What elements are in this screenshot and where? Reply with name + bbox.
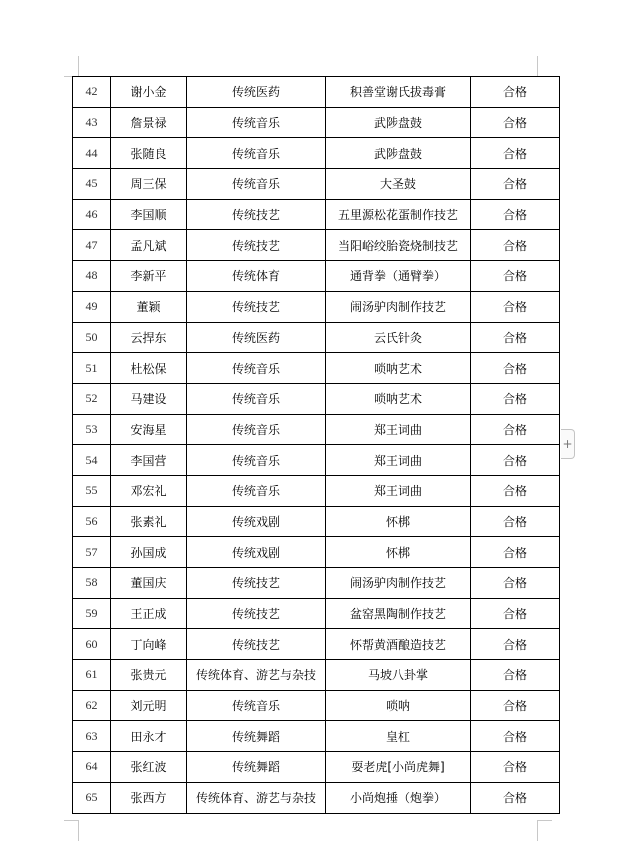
- category-cell: 传统技艺: [187, 568, 326, 599]
- result-cell: 合格: [471, 475, 560, 506]
- project-cell: 怀梆: [326, 506, 471, 537]
- category-cell: 传统体育、游艺与杂技: [187, 660, 326, 691]
- table-row: [73, 199, 560, 230]
- result-cell: 合格: [471, 414, 560, 445]
- table-row: [73, 475, 560, 506]
- row-number-cell: 44: [73, 138, 111, 169]
- project-cell: 云氏针灸: [326, 322, 471, 353]
- project-cell: 积善堂谢氏拔毒膏: [326, 77, 471, 108]
- category-cell: 传统音乐: [187, 690, 326, 721]
- row-number-cell: 48: [73, 261, 111, 292]
- project-cell: 武陟盘鼓: [326, 107, 471, 138]
- name-cell: 董国庆: [111, 568, 187, 599]
- project-cell: 唢呐: [326, 690, 471, 721]
- name-cell: 田永才: [111, 721, 187, 752]
- row-number-cell: 46: [73, 199, 111, 230]
- table-row: [73, 230, 560, 261]
- result-cell: 合格: [471, 660, 560, 691]
- table-body: [73, 77, 560, 814]
- row-number-cell: 43: [73, 107, 111, 138]
- result-cell: 合格: [471, 690, 560, 721]
- project-cell: 大圣鼓: [326, 169, 471, 200]
- inheritor-assessment-table: [72, 76, 560, 814]
- name-cell: 董颖: [111, 291, 187, 322]
- name-cell: 李国营: [111, 445, 187, 476]
- project-cell: 郑王词曲: [326, 475, 471, 506]
- project-cell: 通背拳（通臂拳）: [326, 261, 471, 292]
- name-cell: 邓宏礼: [111, 475, 187, 506]
- result-cell: 合格: [471, 353, 560, 384]
- name-cell: 云捍东: [111, 322, 187, 353]
- result-cell: 合格: [471, 445, 560, 476]
- table-row: [73, 291, 560, 322]
- row-number-cell: 62: [73, 690, 111, 721]
- name-cell: 李国顺: [111, 199, 187, 230]
- category-cell: 传统音乐: [187, 475, 326, 506]
- table-row: [73, 414, 560, 445]
- result-cell: 合格: [471, 568, 560, 599]
- table-row: [73, 353, 560, 384]
- result-cell: 合格: [471, 107, 560, 138]
- result-cell: 合格: [471, 322, 560, 353]
- name-cell: 张随良: [111, 138, 187, 169]
- category-cell: 传统舞蹈: [187, 721, 326, 752]
- project-cell: 怀梆: [326, 537, 471, 568]
- category-cell: 传统戏剧: [187, 537, 326, 568]
- category-cell: 传统体育、游艺与杂技: [187, 782, 326, 813]
- category-cell: 传统戏剧: [187, 506, 326, 537]
- table-row: [73, 782, 560, 813]
- category-cell: 传统技艺: [187, 598, 326, 629]
- row-number-cell: 65: [73, 782, 111, 813]
- table-row: [73, 721, 560, 752]
- plus-icon: +: [562, 437, 573, 451]
- name-cell: 马建设: [111, 383, 187, 414]
- row-number-cell: 51: [73, 353, 111, 384]
- table-row: [73, 107, 560, 138]
- row-number-cell: 63: [73, 721, 111, 752]
- project-cell: 小尚炮捶（炮拳）: [326, 782, 471, 813]
- table-row: [73, 690, 560, 721]
- crop-mark-bottom-left: [64, 820, 79, 841]
- name-cell: 丁向峰: [111, 629, 187, 660]
- category-cell: 传统医药: [187, 77, 326, 108]
- category-cell: 传统技艺: [187, 230, 326, 261]
- table-row: [73, 568, 560, 599]
- name-cell: 张西方: [111, 782, 187, 813]
- category-cell: 传统技艺: [187, 291, 326, 322]
- result-cell: 合格: [471, 230, 560, 261]
- category-cell: 传统体育: [187, 261, 326, 292]
- result-cell: 合格: [471, 629, 560, 660]
- project-cell: 皇杠: [326, 721, 471, 752]
- name-cell: 谢小金: [111, 77, 187, 108]
- project-cell: 唢呐艺术: [326, 353, 471, 384]
- project-cell: 怀帮黄酒酿造技艺: [326, 629, 471, 660]
- row-number-cell: 45: [73, 169, 111, 200]
- table-row: [73, 261, 560, 292]
- row-number-cell: 49: [73, 291, 111, 322]
- category-cell: 传统音乐: [187, 445, 326, 476]
- row-number-cell: 42: [73, 77, 111, 108]
- table-row: [73, 383, 560, 414]
- category-cell: 传统音乐: [187, 138, 326, 169]
- category-cell: 传统音乐: [187, 107, 326, 138]
- category-cell: 传统音乐: [187, 353, 326, 384]
- table-row: [73, 445, 560, 476]
- row-number-cell: 58: [73, 568, 111, 599]
- result-cell: 合格: [471, 537, 560, 568]
- result-cell: 合格: [471, 291, 560, 322]
- category-cell: 传统音乐: [187, 383, 326, 414]
- category-cell: 传统音乐: [187, 414, 326, 445]
- result-cell: 合格: [471, 169, 560, 200]
- row-number-cell: 61: [73, 660, 111, 691]
- project-cell: 五里源松花蛋制作技艺: [326, 199, 471, 230]
- name-cell: 安海星: [111, 414, 187, 445]
- category-cell: 传统音乐: [187, 169, 326, 200]
- row-number-cell: 53: [73, 414, 111, 445]
- project-cell: 闹汤驴肉制作技艺: [326, 568, 471, 599]
- table-row: [73, 506, 560, 537]
- row-number-cell: 54: [73, 445, 111, 476]
- project-cell: 马坡八卦掌: [326, 660, 471, 691]
- crop-mark-top-left: [64, 56, 79, 77]
- project-cell: 唢呐艺术: [326, 383, 471, 414]
- row-number-cell: 59: [73, 598, 111, 629]
- table-row: [73, 752, 560, 783]
- project-cell: 武陟盘鼓: [326, 138, 471, 169]
- row-number-cell: 56: [73, 506, 111, 537]
- name-cell: 周三保: [111, 169, 187, 200]
- result-cell: 合格: [471, 721, 560, 752]
- row-number-cell: 64: [73, 752, 111, 783]
- category-cell: 传统医药: [187, 322, 326, 353]
- result-cell: 合格: [471, 383, 560, 414]
- result-cell: 合格: [471, 138, 560, 169]
- table-row: [73, 537, 560, 568]
- project-cell: 当阳峪绞胎瓷烧制技艺: [326, 230, 471, 261]
- row-number-cell: 47: [73, 230, 111, 261]
- result-cell: 合格: [471, 752, 560, 783]
- result-cell: 合格: [471, 261, 560, 292]
- result-cell: 合格: [471, 77, 560, 108]
- table-row: [73, 138, 560, 169]
- row-number-cell: 52: [73, 383, 111, 414]
- name-cell: 孙国成: [111, 537, 187, 568]
- name-cell: 张红波: [111, 752, 187, 783]
- project-cell: 耍老虎[小尚虎舞]: [326, 752, 471, 783]
- name-cell: 王正成: [111, 598, 187, 629]
- result-cell: 合格: [471, 598, 560, 629]
- table-row: [73, 660, 560, 691]
- category-cell: 传统舞蹈: [187, 752, 326, 783]
- row-number-cell: 50: [73, 322, 111, 353]
- row-number-cell: 60: [73, 629, 111, 660]
- table-row: [73, 322, 560, 353]
- project-cell: 闹汤驴肉制作技艺: [326, 291, 471, 322]
- table-row: [73, 169, 560, 200]
- result-cell: 合格: [471, 199, 560, 230]
- table-row: [73, 77, 560, 108]
- category-cell: 传统技艺: [187, 199, 326, 230]
- name-cell: 张贵元: [111, 660, 187, 691]
- row-number-cell: 57: [73, 537, 111, 568]
- crop-mark-top-right: [537, 56, 552, 77]
- row-number-cell: 55: [73, 475, 111, 506]
- name-cell: 刘元明: [111, 690, 187, 721]
- name-cell: 李新平: [111, 261, 187, 292]
- table-row: [73, 598, 560, 629]
- project-cell: 郑王词曲: [326, 414, 471, 445]
- name-cell: 詹景禄: [111, 107, 187, 138]
- crop-mark-bottom-right: [537, 820, 552, 841]
- project-cell: 郑王词曲: [326, 445, 471, 476]
- table-row: [73, 629, 560, 660]
- add-section-button[interactable]: [561, 429, 575, 459]
- project-cell: 盆窑黑陶制作技艺: [326, 598, 471, 629]
- category-cell: 传统技艺: [187, 629, 326, 660]
- name-cell: 张素礼: [111, 506, 187, 537]
- name-cell: 杜松保: [111, 353, 187, 384]
- result-cell: 合格: [471, 782, 560, 813]
- result-cell: 合格: [471, 506, 560, 537]
- name-cell: 孟凡斌: [111, 230, 187, 261]
